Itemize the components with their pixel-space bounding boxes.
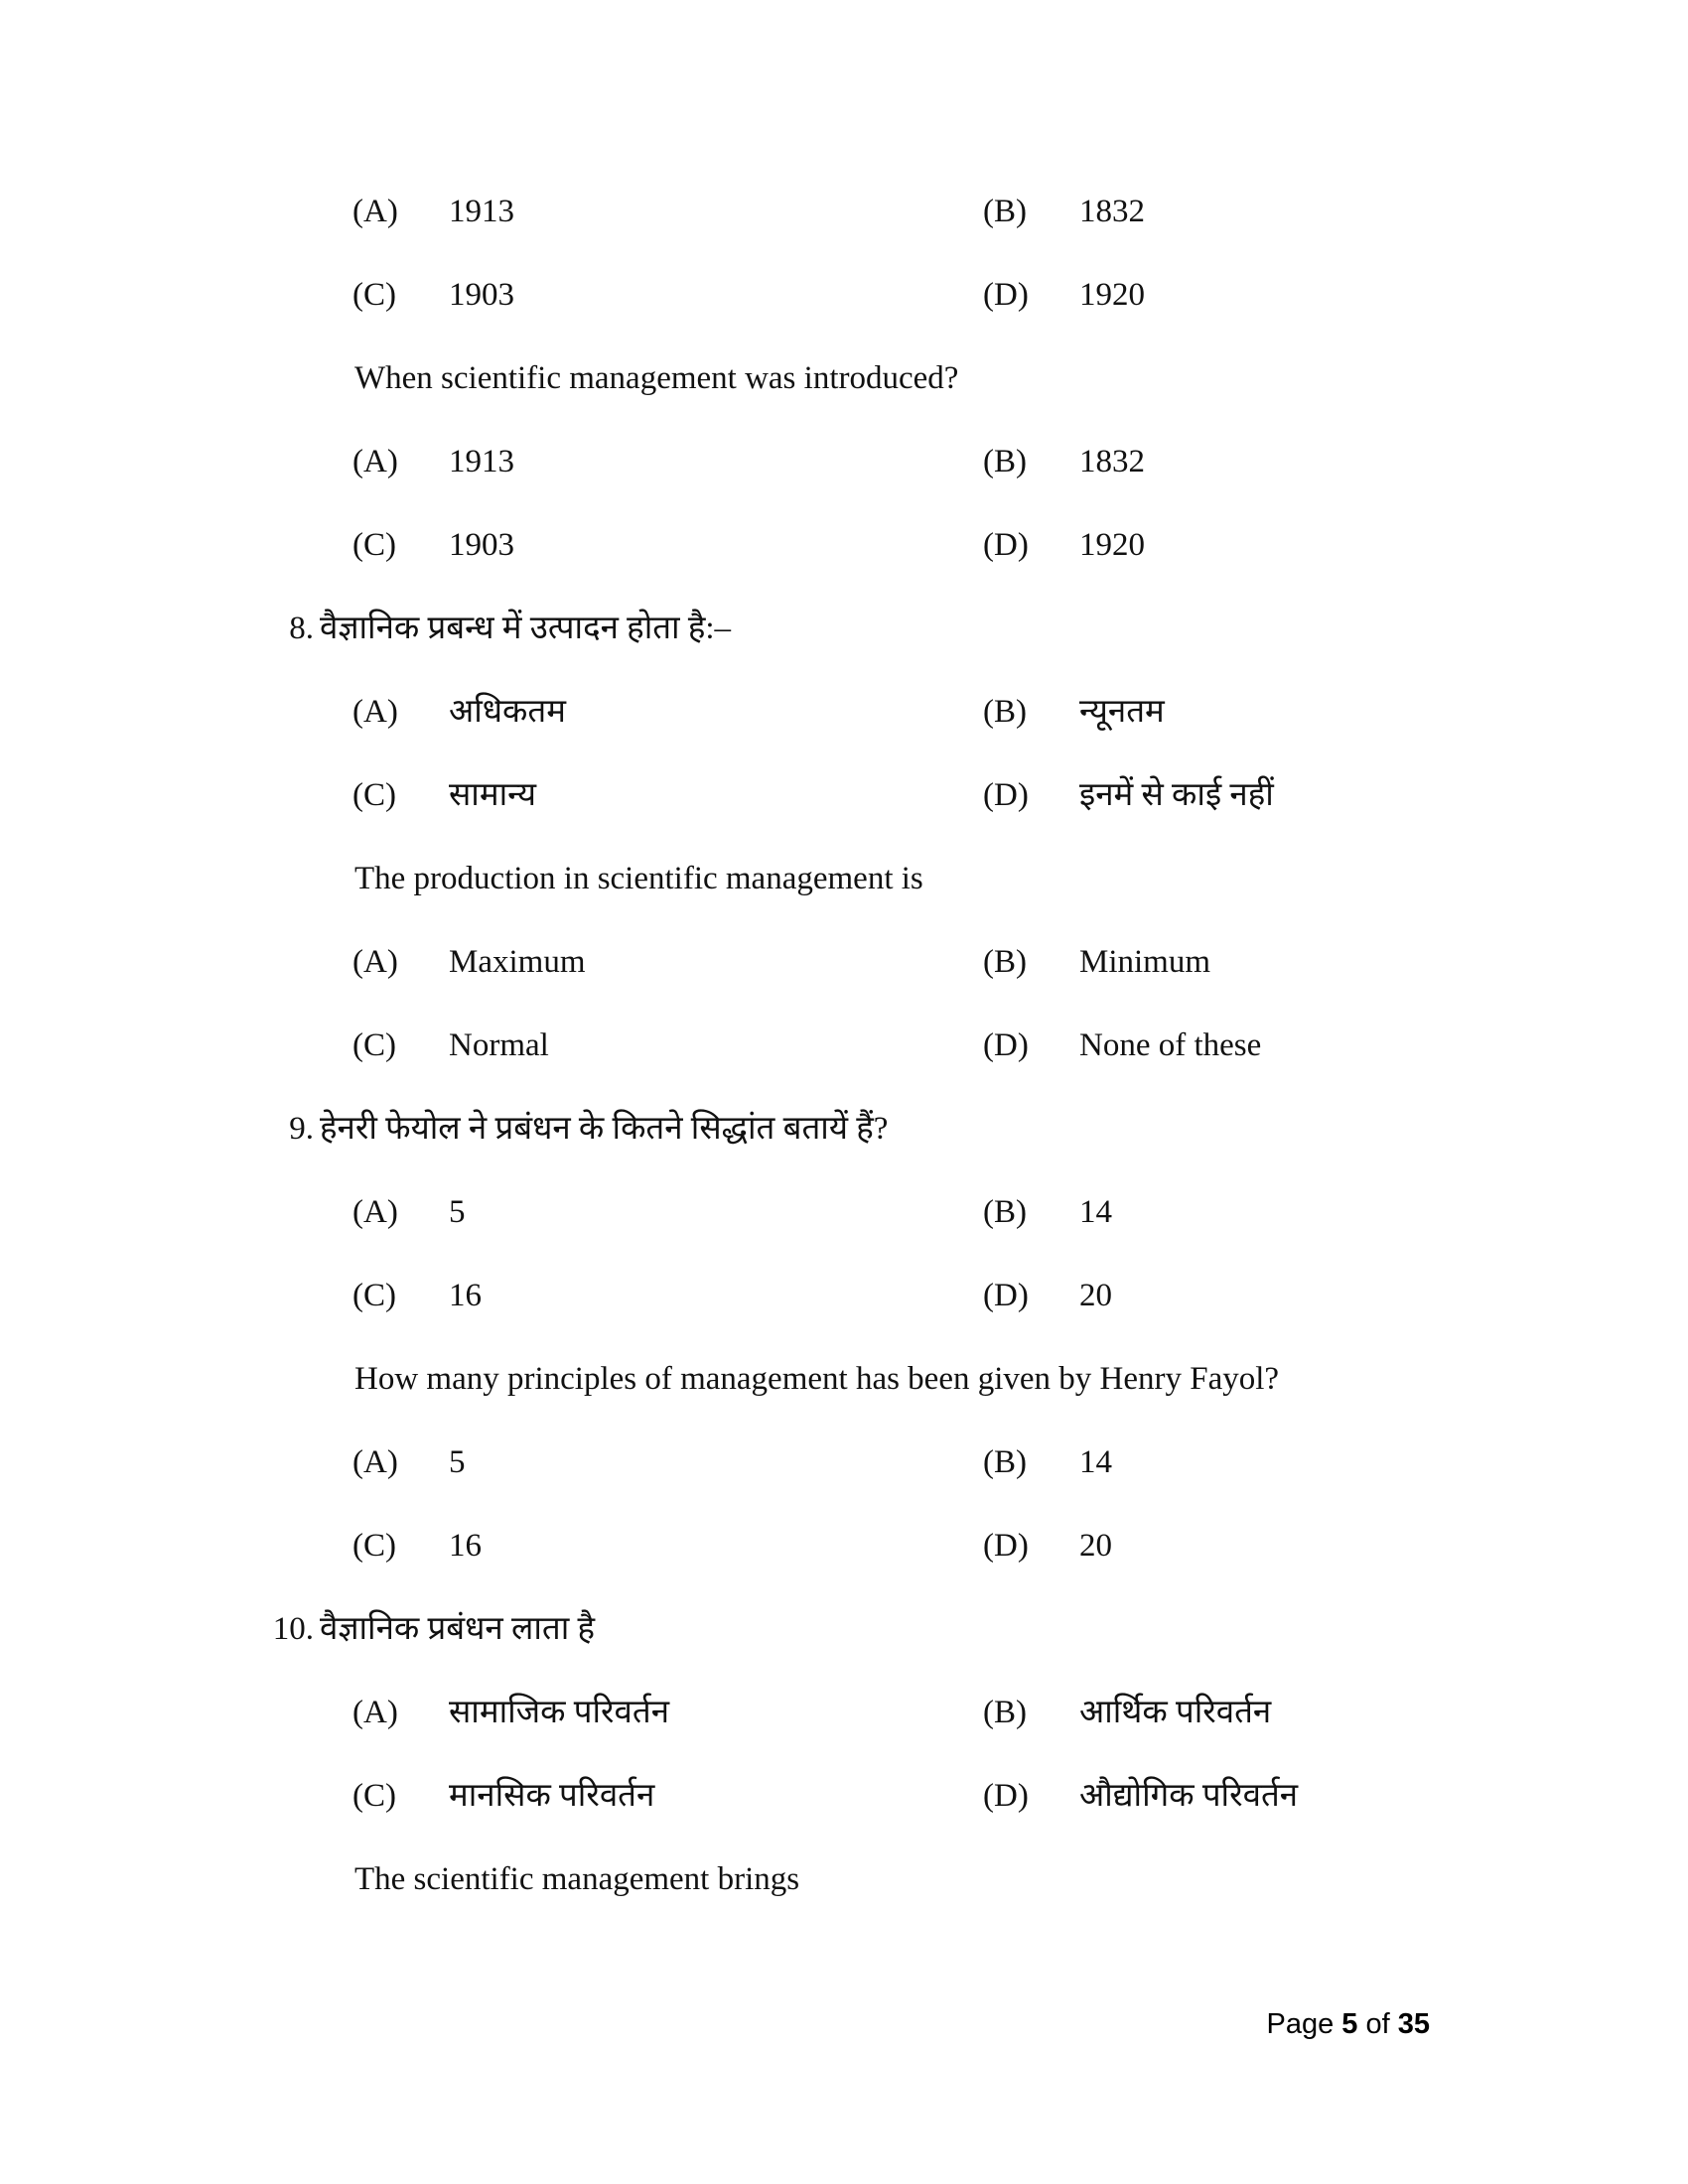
question-paper-content xyxy=(0,195,1688,1946)
option-text: 1903 xyxy=(449,277,514,313)
page-footer xyxy=(1266,2007,1430,2041)
option-row xyxy=(0,1445,1688,1479)
option-label: (A) xyxy=(352,1194,398,1230)
option-text: 1913 xyxy=(449,444,514,479)
option-label: (B) xyxy=(983,1444,1027,1480)
option-label: (D) xyxy=(983,277,1029,313)
option-label: (B) xyxy=(983,194,1027,229)
option-row xyxy=(0,945,1688,979)
option-text: आर्थिक परिवर्तन xyxy=(1079,1695,1272,1730)
option-text: सामान्य xyxy=(449,777,537,813)
option-text: None of these xyxy=(1079,1027,1262,1063)
option-label: (C) xyxy=(352,1027,396,1063)
question-line-english xyxy=(0,1362,1688,1396)
option-text: 1920 xyxy=(1079,527,1145,563)
question-text: वैज्ञानिक प्रबंधन लाता है xyxy=(320,1611,596,1647)
option-text: 1920 xyxy=(1079,277,1145,313)
option-label: (C) xyxy=(352,1528,396,1564)
option-text: 1903 xyxy=(449,527,514,563)
option-row xyxy=(0,278,1688,312)
option-text: 1832 xyxy=(1079,194,1145,229)
question-text: When scientific management was introduced? xyxy=(354,360,959,396)
option-label: (B) xyxy=(983,944,1027,980)
option-label: (C) xyxy=(352,1278,396,1313)
option-label: (A) xyxy=(352,944,398,980)
option-text: न्यूनतम xyxy=(1079,694,1165,730)
footer-total-pages: 35 xyxy=(1397,2008,1430,2040)
option-text: 16 xyxy=(449,1278,482,1313)
footer-page-word: Page xyxy=(1266,2008,1335,2040)
question-line-hindi xyxy=(0,1612,1688,1646)
option-text: 14 xyxy=(1079,1444,1112,1480)
question-text: वैज्ञानिक प्रबन्ध में उत्पादन होता है:– xyxy=(320,611,732,646)
question-text: The scientific management brings xyxy=(354,1861,800,1897)
option-row xyxy=(0,1028,1688,1062)
option-label: (B) xyxy=(983,1695,1027,1730)
option-text: अधिकतम xyxy=(449,694,566,730)
option-row xyxy=(0,528,1688,562)
option-row xyxy=(0,1195,1688,1229)
option-label: (B) xyxy=(983,444,1027,479)
option-label: (A) xyxy=(352,694,398,730)
option-label: (D) xyxy=(983,1278,1029,1313)
question-line-english xyxy=(0,361,1688,395)
option-label: (A) xyxy=(352,1444,398,1480)
option-row xyxy=(0,1779,1688,1813)
question-line-english xyxy=(0,862,1688,895)
option-row xyxy=(0,695,1688,729)
question-text: The production in scientific management is xyxy=(354,861,923,896)
option-row xyxy=(0,445,1688,478)
option-label: (D) xyxy=(983,527,1029,563)
option-text: 1913 xyxy=(449,194,514,229)
option-label: (C) xyxy=(352,527,396,563)
question-line-hindi xyxy=(0,612,1688,645)
question-line-hindi xyxy=(0,1112,1688,1146)
option-label: (C) xyxy=(352,1778,396,1814)
question-number: 10. xyxy=(272,1611,314,1647)
option-text: Normal xyxy=(449,1027,549,1063)
option-text: Minimum xyxy=(1079,944,1211,980)
option-text: 5 xyxy=(449,1194,466,1230)
question-text: हेनरी फेयोल ने प्रबंधन के कितने सिद्धांत बतायें हैं? xyxy=(320,1111,889,1147)
option-label: (D) xyxy=(983,1778,1029,1814)
option-text: सामाजिक परिवर्तन xyxy=(449,1695,670,1730)
option-label: (B) xyxy=(983,694,1027,730)
option-label: (B) xyxy=(983,1194,1027,1230)
question-line-english xyxy=(0,1862,1688,1896)
question-number: 8. xyxy=(289,611,314,646)
option-text: इनमें से काई नहीं xyxy=(1079,777,1274,813)
option-row xyxy=(0,1529,1688,1563)
footer-page-number: 5 xyxy=(1341,2008,1358,2040)
option-label: (A) xyxy=(352,444,398,479)
option-text: 20 xyxy=(1079,1528,1112,1564)
option-text: 20 xyxy=(1079,1278,1112,1313)
question-number: 9. xyxy=(289,1111,314,1147)
option-text: 5 xyxy=(449,1444,466,1480)
footer-of-word: of xyxy=(1365,2008,1390,2040)
option-row xyxy=(0,1696,1688,1729)
option-label: (C) xyxy=(352,777,396,813)
option-label: (A) xyxy=(352,1695,398,1730)
option-text: Maximum xyxy=(449,944,586,980)
option-row xyxy=(0,778,1688,812)
option-text: 1832 xyxy=(1079,444,1145,479)
option-text: औद्योगिक परिवर्तन xyxy=(1079,1778,1299,1814)
option-row xyxy=(0,1279,1688,1312)
option-label: (D) xyxy=(983,777,1029,813)
question-text: How many principles of management has been given by Henry Fayol? xyxy=(354,1361,1280,1397)
option-text: मानसिक परिवर्तन xyxy=(449,1778,655,1814)
option-row xyxy=(0,195,1688,228)
option-text: 14 xyxy=(1079,1194,1112,1230)
option-label: (A) xyxy=(352,194,398,229)
option-label: (D) xyxy=(983,1027,1029,1063)
option-text: 16 xyxy=(449,1528,482,1564)
option-label: (D) xyxy=(983,1528,1029,1564)
option-label: (C) xyxy=(352,277,396,313)
